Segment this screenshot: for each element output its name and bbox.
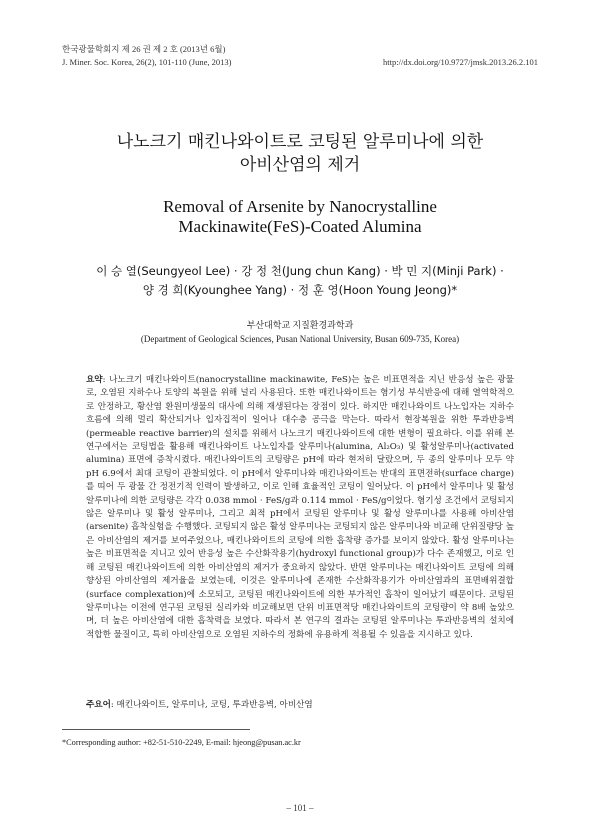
title-english: [60, 197, 540, 237]
affiliation-korean: 부산대학교 지질환경과학과: [246, 320, 354, 330]
journal-header-kr: 한국광물학회지 제 26 권 제 2 호 (2013년 6월): [62, 44, 226, 54]
abstract-text: : 나노크기 매킨나와이트(nanocrystalline mackinawite, FeS)는 높은 비표면적을 지닌 반응성 높은 광물로, 오염된 지하수나 토양의 복원을 위해 널리 사용된다. 또한 매킨나와이트는 혐기성 부식반응에 대해 열역학적으로 안정하고, 황산염 환원미생물의 대사에 의해 재생된다는 장점이 있다. 하지만 매킨나와이트 나노입자는 지하수 흐름에 의해 멀리 확산되거나 입자집적이 일어나 대수층 공극을 막는다. 따라서 현장복원을 위한 투과반응벽(permeable reactive barrier)의 설치를 위해서 나노크기 매킨나와이트에 대한 변형이 필요하다. 이를 위해 본 연구에서는 코팅법을 활용해 매킨나와이트 나노입자를 알루미나(alumina, Al₂O₃) 및 활성알루미나(activated alumina) 표면에 증착시켰다. 매킨나와이트의 코팅량은 pH에 따라 현저히 달랐으며, 두 종의 알루미나 모두 약 pH 6.9에서 최대 코팅이 관찰되었다. 이 pH에서 알루미나와 매킨나와이트는 반대의 표면전하(surface charge)를 띠어 두 광물 간 정전기적 인력이 발생하고, 이로 인해 효율적인 코팅이 일어났다. 이 pH에서 알루미나 및 활성 알루미나에 의한 코팅량은 각각 0.038 mmol · FeS/g과 0.114 mmol · FeS/g이었다. 혐기성 조건에서 코팅되지 않은 알루미나 및 활성 알루미나, 그리고 최적 pH에서 코팅된 알루미나 및 활성 알루미나를 사용해 아비산염(arsenite) 흡착실험을 수행했다. 코팅되지 않은 활성 알루미나는 코팅되지 않은 알루미나와 비교해 단위질량당 높은 아비산염의 제거를 보여주었으나, 매킨나와이트의 코팅에 의한 흡착량 증가를 보이지 않았다. 활성 알루미나는 높은 비표면적을 지니고 있어 반응성 높은 수산화작용기(hydroxyl functional group)가 다수 존재했고, 이로 인해 코팅된 매킨나와이트에 의한 아비산염의 제거가 중요하지 않았다. 반면 알루미나는 매킨나와이트 코팅에 의해 향상된 아비산염의 제거율을 보였는데, 이것은 알루미나에 존재한 수산화작용기가 아비산염과의 표면배위결합(surface complexation)에 소모되고, 코팅된 매킨나와이트에 의한 부가적인 흡착이 일어났기 때문이다. 코팅된 알루미나는 이전에 연구된 코팅된 실리카와 비교해보면 단위 비표면적당 매킨나와이트의 코팅량이 약 8배 높았으며, 더 높은 아비산염에 대한 흡착력을 보였다. 따라서 본 연구의 결과는 코팅된 알루미나는 투과반응벽의 설치에 적합한 물질이고, 특히 아비산염으로 오염된 지하수의 정화에 유용하게 적용될 수 있음을 지시하고 있다.: [86, 375, 514, 640]
affiliation: [60, 318, 540, 346]
journal-header-en: J. Miner. Soc. Korea, 26(2), 101-110 (June, 2013): [62, 57, 232, 67]
title-korean-line1: 나노크기 매킨나와이트로 코팅된 알루미나에 의한: [116, 132, 484, 152]
page-number: – 101 –: [286, 803, 314, 813]
author-line2: 양 경 희(Kyounghee Yang) · 정 훈 영(Hoon Young Jeong)*: [142, 283, 458, 297]
keywords-text: : 매킨나와이트, 알루미나, 코팅, 투과반응벽, 아비산염: [110, 700, 313, 710]
footnote-divider: [62, 729, 250, 730]
affiliation-english: (Department of Geological Sciences, Pusan National University, Busan 609-735, Korea): [140, 334, 460, 344]
keywords: [86, 699, 514, 712]
title-english-line2: Mackinawite(FeS)-Coated Alumina: [178, 217, 422, 236]
doi-link[interactable]: http://dx.doi.org/10.9727/jmsk.2013.26.2.101: [383, 57, 538, 67]
keywords-label: 주요어: [86, 700, 111, 710]
title-english-line1: Removal of Arsenite by Nanocrystalline: [163, 197, 437, 216]
author-list: [60, 262, 540, 300]
abstract-label: 요약: [86, 375, 103, 385]
author-line1: 이 승 열(Seungyeol Lee) · 강 정 천(Jung chun Kang) · 박 민 지(Minji Park) ·: [96, 264, 504, 278]
corresponding-author-footnote: *Corresponding author: +82-51-510-2249, E-mail: hjeong@pusan.ac.kr: [62, 738, 301, 747]
title-korean-line2: 아비산염의 제거: [239, 155, 361, 175]
abstract: [86, 374, 514, 642]
title-korean: [60, 131, 540, 177]
